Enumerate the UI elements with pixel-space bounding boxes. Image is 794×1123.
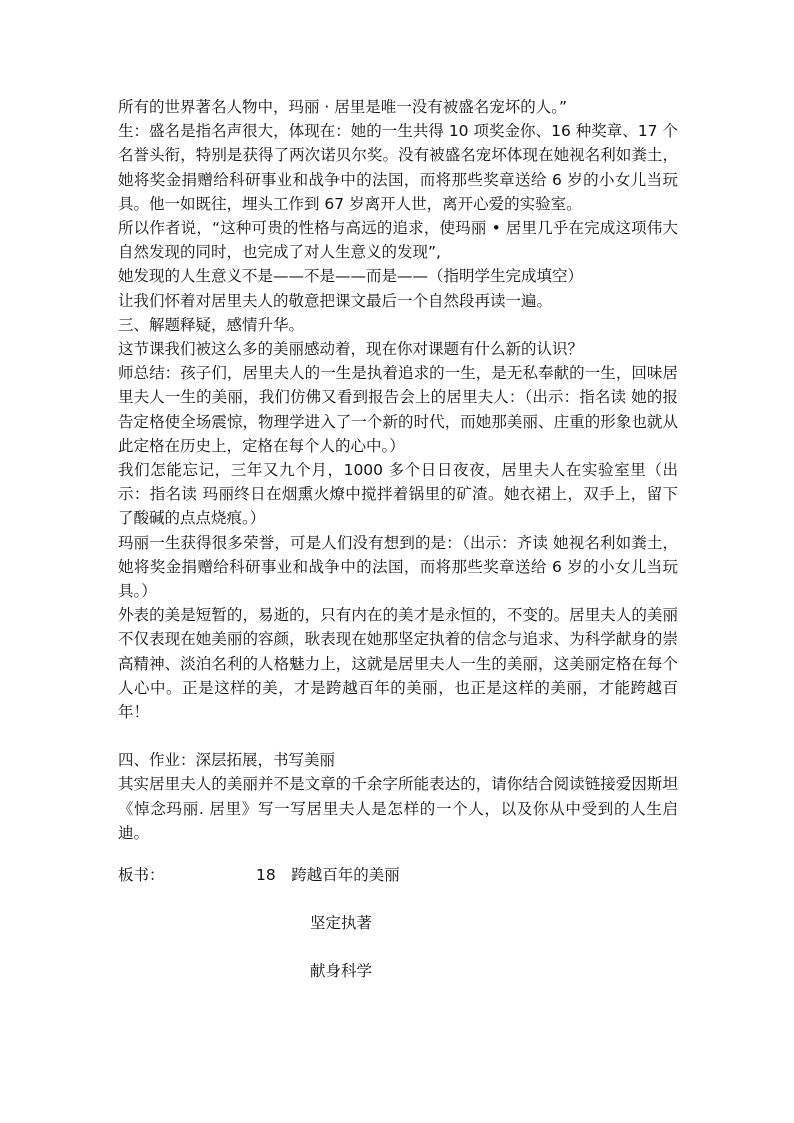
paragraph: 外表的美是短暂的，易逝的，只有内在的美才是永恒的，不变的。居里夫人的美丽不仅表现在她美丽的容颜，耿表现在她那坚定执着的信念与追求、为科学献身的崇高精神、淡泊名利的人格魅力上，这就是居里夫人一生的美丽，这美丽定格在每个人心中。正是这样的美，才是跨越百年的美丽，也正是这样的美丽，才能跨越百年！ [118, 606, 678, 722]
paragraph: 这节课我们被这么多的美丽感动着，现在你对课题有什么新的认识？ [118, 340, 584, 359]
board-title: 18 跨越百年的美丽 [256, 866, 400, 884]
section-heading: 四、作业：深层拓展，书写美丽 [118, 751, 336, 770]
lesson-text [118, 95, 678, 845]
paragraph: 生：盛名是指名声很大，体现在：她的一生共得 10 项奖金你、16 种奖章、17 个名誉头衔，特别是获得了两次诺贝尔奖。没有被盛名宠坏体现在她视名利如粪土，她将奖金捐赠给科研事业和战争中的法国，而将那些奖章送给 6 岁的小女儿当玩具。他一如既往，埋头工作到 67 岁离开人世，离开心爱的实验室。 [118, 122, 678, 213]
paragraph: 师总结：孩子们，居里夫人的一生是执着追求的一生，是无私奉献的一生，回味居里夫人一生的美丽，我们仿佛又看到报告会上的居里夫人：（出示：指名读 她的报告定格使全场震惊，物理学进入了一个新的时代，而她那美丽、庄重的形象也就从此定格在历史上，定格在每个人的心中。） [118, 364, 678, 455]
paragraph: 其实居里夫人的美丽并不是文章的千余字所能表达的，请你结合阅读链接爱因斯坦《悼念玛丽. 居里》写一写居里夫人是怎样的一个人，以及你从中受到的人生启迪。 [118, 775, 678, 842]
board-line: 献身科学 [310, 962, 373, 980]
paragraph: 所有的世界著名人物中，玛丽 · 居里是唯一没有被盛名宠坏的人。” [118, 98, 568, 116]
section-heading: 三、解题释疑，感情升华。 [118, 315, 305, 334]
paragraph: 让我们怀着对居里夫人的敬意把课文最后一个自然段再读一遍。 [118, 291, 553, 310]
paragraph: 玛丽一生获得很多荣誉，可是人们没有想到的是：（出示：齐读 她视名利如粪土，她将奖金捐赠给科研事业和战争中的法国，而将那些奖章送给 6 岁的小女儿当玩具。） [118, 533, 678, 601]
board-label: 板书： [118, 866, 165, 884]
paragraph: 我们怎能忘记，三年又九个月，1000 多个日日夜夜，居里夫人在实验室里（出示：指名读 玛丽终日在烟熏火燎中搅拌着锅里的矿渣。她衣裙上，双手上，留下了酸碱的点点烧痕。） [118, 461, 678, 528]
spacer [118, 724, 678, 748]
paragraph: 所以作者说，“这种可贵的性格与高远的追求，使玛丽 • 居里几乎在完成这项伟大自然发现的同时，也完成了对人生意义的发现”, [118, 219, 678, 262]
paragraph: 她发现的人生意义不是——不是——而是——（指明学生完成填空） [118, 267, 584, 286]
board-line: 坚定执著 [310, 914, 373, 932]
